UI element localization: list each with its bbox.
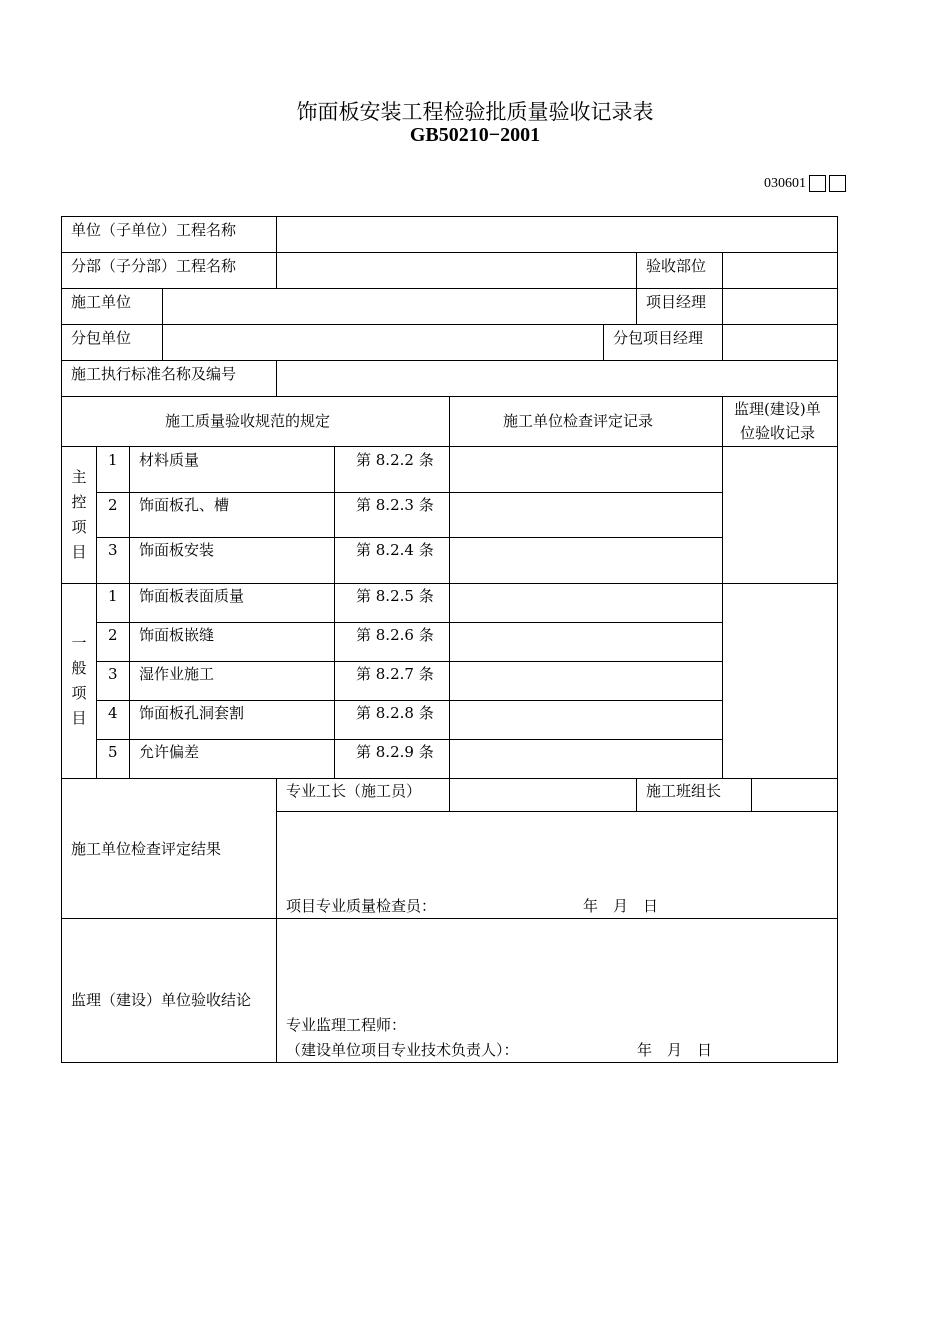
foreman-value[interactable] bbox=[449, 778, 637, 812]
main-item-1-clause-cell bbox=[334, 446, 450, 493]
conclusion-label-cell bbox=[61, 918, 277, 1063]
main-item-3-no: 3 bbox=[108, 541, 118, 559]
standard-name-label-cell bbox=[61, 360, 277, 397]
main-item-1-name-cell bbox=[129, 446, 335, 493]
sub-project-value[interactable] bbox=[276, 252, 637, 289]
subcontract-manager-label: 分包项目经理 bbox=[613, 329, 704, 347]
general-item-3-no: 3 bbox=[108, 665, 118, 683]
record-header-label: 施工单位检查评定记录 bbox=[503, 412, 654, 430]
general-item-1-clause-cell bbox=[334, 583, 450, 623]
standard-name-label: 施工执行标准名称及编号 bbox=[71, 365, 237, 383]
accept-part-value[interactable] bbox=[722, 252, 838, 289]
general-item-3-clause: 第 8.2.7 条 bbox=[356, 665, 434, 683]
spec-header-label: 施工质量验收规范的规定 bbox=[165, 412, 331, 430]
conclusion-date: 年 月 日 bbox=[637, 1041, 713, 1059]
general-item-5-clause: 第 8.2.9 条 bbox=[356, 743, 434, 761]
general-item-3-no-cell bbox=[96, 661, 130, 701]
general-item-5-clause-cell bbox=[334, 739, 450, 779]
main-item-1-no-cell bbox=[96, 446, 130, 493]
main-item-2-no-cell bbox=[96, 492, 130, 538]
main-control-supervisor[interactable] bbox=[722, 446, 838, 584]
general-item-2-name: 饰面板嵌缝 bbox=[139, 626, 215, 644]
form-code-box-2[interactable] bbox=[829, 175, 846, 192]
form-code-text: 030601 bbox=[764, 175, 806, 191]
general-item-4-clause: 第 8.2.8 条 bbox=[356, 704, 434, 722]
main-control-char-1: 主 bbox=[71, 468, 87, 486]
project-manager-label-cell bbox=[636, 288, 723, 325]
supervisor-header-line2: 位验收记录 bbox=[740, 424, 816, 442]
general-item-3-name: 湿作业施工 bbox=[139, 665, 215, 683]
general-item-1-no-cell bbox=[96, 583, 130, 623]
general-item-2-record[interactable] bbox=[449, 622, 723, 662]
general-item-3-record[interactable] bbox=[449, 661, 723, 701]
general-item-2-name-cell bbox=[129, 622, 335, 662]
general-item-5-name-cell bbox=[129, 739, 335, 779]
general-char-1: 一 bbox=[71, 634, 87, 652]
form-code bbox=[764, 175, 846, 192]
form-code-box-1[interactable] bbox=[809, 175, 826, 192]
general-item-2-no-cell bbox=[96, 622, 130, 662]
standard-code: GB50210−2001 bbox=[409, 124, 541, 146]
team-leader-label-cell bbox=[636, 778, 752, 812]
inspector-label: 项目专业质量检查员： bbox=[286, 897, 437, 915]
main-item-3-no-cell bbox=[96, 537, 130, 584]
construction-unit-value[interactable] bbox=[162, 288, 637, 325]
team-leader-value[interactable] bbox=[751, 778, 838, 812]
unit-project-label: 单位（子单位）工程名称 bbox=[71, 221, 237, 239]
general-item-2-no: 2 bbox=[108, 626, 118, 644]
construction-unit-label-cell bbox=[61, 288, 163, 325]
conclusion-label: 监理（建设）单位验收结论 bbox=[71, 991, 252, 1009]
general-item-4-name-cell bbox=[129, 700, 335, 740]
main-item-3-clause-cell bbox=[334, 537, 450, 584]
general-item-1-record[interactable] bbox=[449, 583, 723, 623]
main-item-2-name: 饰面板孔、槽 bbox=[139, 496, 230, 514]
general-item-1-clause: 第 8.2.5 条 bbox=[356, 587, 434, 605]
accept-part-label: 验收部位 bbox=[646, 257, 707, 275]
main-control-char-2: 控 bbox=[71, 493, 87, 511]
construction-unit-label: 施工单位 bbox=[71, 293, 132, 311]
main-control-char-3: 项 bbox=[71, 518, 87, 536]
general-item-5-record[interactable] bbox=[449, 739, 723, 779]
main-item-1-record[interactable] bbox=[449, 446, 723, 493]
main-item-2-name-cell bbox=[129, 492, 335, 538]
general-char-4: 目 bbox=[71, 709, 87, 727]
general-char-3: 项 bbox=[71, 684, 87, 702]
main-control-label-cell bbox=[61, 446, 97, 584]
main-item-3-clause: 第 8.2.4 条 bbox=[356, 541, 434, 559]
general-item-3-name-cell bbox=[129, 661, 335, 701]
foreman-label-cell bbox=[276, 778, 450, 812]
subcontract-unit-label: 分包单位 bbox=[71, 329, 132, 347]
subcontract-manager-value[interactable] bbox=[722, 324, 838, 361]
result-content[interactable] bbox=[276, 811, 838, 919]
project-manager-label: 项目经理 bbox=[646, 293, 707, 311]
general-item-4-record[interactable] bbox=[449, 700, 723, 740]
main-item-2-clause: 第 8.2.3 条 bbox=[356, 496, 434, 514]
result-label-cell bbox=[61, 778, 277, 919]
standard-name-value[interactable] bbox=[276, 360, 838, 397]
unit-project-value[interactable] bbox=[276, 216, 838, 253]
record-header bbox=[449, 396, 723, 447]
sub-project-label-cell bbox=[61, 252, 277, 289]
main-control-char-4: 目 bbox=[71, 543, 87, 561]
general-supervisor[interactable] bbox=[722, 583, 838, 779]
result-date: 年 月 日 bbox=[583, 897, 659, 915]
main-item-1-name: 材料质量 bbox=[139, 451, 200, 469]
foreman-label: 专业工长（施工员） bbox=[286, 782, 422, 800]
general-item-5-name: 允许偏差 bbox=[139, 743, 200, 761]
main-item-3-name: 饰面板安装 bbox=[139, 541, 215, 559]
sub-project-label: 分部（子分部）工程名称 bbox=[71, 257, 237, 275]
main-item-1-clause: 第 8.2.2 条 bbox=[356, 451, 434, 469]
general-item-5-no: 5 bbox=[108, 743, 118, 761]
general-item-2-clause: 第 8.2.6 条 bbox=[356, 626, 434, 644]
general-item-1-name: 饰面板表面质量 bbox=[139, 587, 245, 605]
subcontract-unit-value[interactable] bbox=[162, 324, 604, 361]
general-item-4-name: 饰面板孔洞套割 bbox=[139, 704, 245, 722]
general-item-4-clause-cell bbox=[334, 700, 450, 740]
main-item-2-no: 2 bbox=[108, 496, 118, 514]
supervisor-header-line1: 监理(建设)单 bbox=[734, 400, 821, 418]
subcontract-manager-label-cell bbox=[603, 324, 723, 361]
team-leader-label: 施工班组长 bbox=[646, 782, 722, 800]
main-item-3-record[interactable] bbox=[449, 537, 723, 584]
owner-label: （建设单位项目专业技术负责人）： bbox=[286, 1041, 519, 1059]
general-item-4-no: 4 bbox=[108, 704, 118, 722]
main-item-2-clause-cell bbox=[334, 492, 450, 538]
spec-header bbox=[61, 396, 450, 447]
general-item-2-clause-cell bbox=[334, 622, 450, 662]
conclusion-content[interactable] bbox=[276, 918, 838, 1063]
general-item-3-clause-cell bbox=[334, 661, 450, 701]
general-item-1-no: 1 bbox=[108, 587, 118, 605]
project-manager-value[interactable] bbox=[722, 288, 838, 325]
engineer-label: 专业监理工程师： bbox=[286, 1016, 407, 1034]
accept-part-label-cell bbox=[636, 252, 723, 289]
general-item-4-no-cell bbox=[96, 700, 130, 740]
supervisor-header bbox=[722, 396, 838, 447]
general-char-2: 般 bbox=[71, 659, 87, 677]
main-item-2-record[interactable] bbox=[449, 492, 723, 538]
subcontract-unit-label-cell bbox=[61, 324, 163, 361]
page-title: 饰面板安装工程检验批质量验收记录表 bbox=[296, 100, 654, 124]
general-item-5-no-cell bbox=[96, 739, 130, 779]
general-item-1-name-cell bbox=[129, 583, 335, 623]
result-label: 施工单位检查评定结果 bbox=[71, 840, 222, 858]
main-item-3-name-cell bbox=[129, 537, 335, 584]
general-label-cell bbox=[61, 583, 97, 779]
unit-project-label-cell bbox=[61, 216, 277, 253]
main-item-1-no: 1 bbox=[108, 451, 118, 469]
